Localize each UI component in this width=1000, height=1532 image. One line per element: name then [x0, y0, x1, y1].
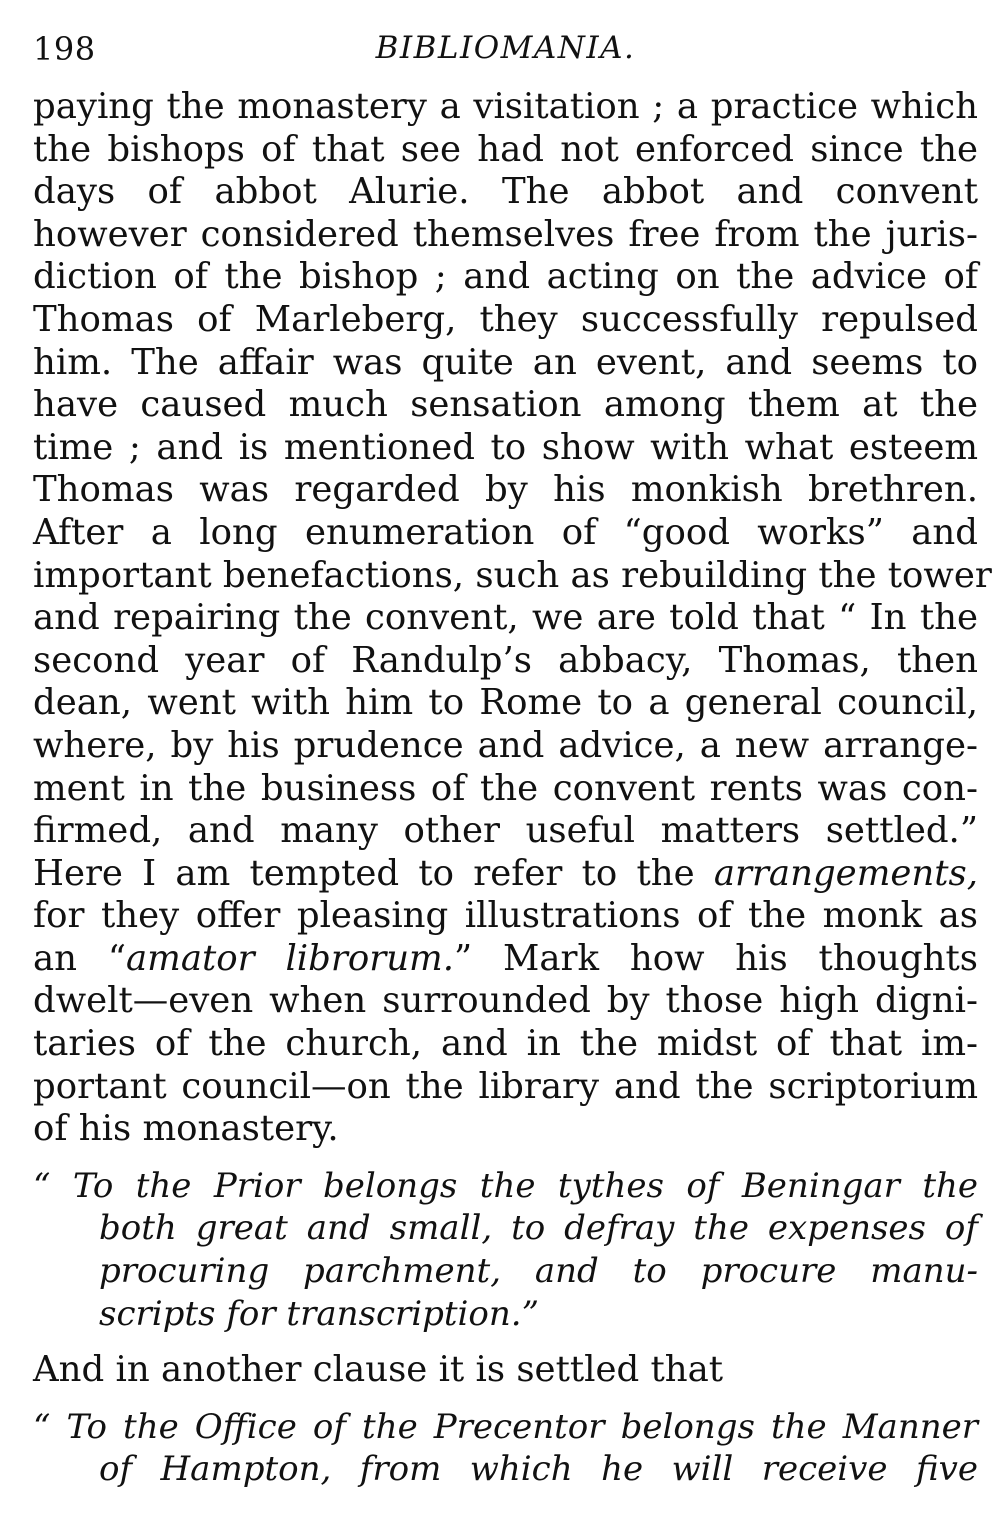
text-line: And in another clause it is settled that [33, 1349, 724, 1391]
text-line: taries of the church, and in the midst of that im- [33, 1023, 978, 1065]
quote-line: “ To the Office of the Precentor belongs the Manner [33, 1406, 978, 1447]
text-line: and repairing the convent, we are told that “ In the [33, 597, 978, 639]
italic-word-arrangements: arrangements, [713, 852, 978, 894]
text-line: time ; and is mentioned to show with what esteem [33, 426, 978, 468]
quote-line: scripts for transcription.” [99, 1293, 539, 1334]
text-line: ment in the business of the convent rents was con- [33, 767, 978, 809]
page-header [33, 30, 978, 86]
text-line: portant council—on the library and the scriptorium [33, 1065, 978, 1107]
text-line: the bishops of that see had not enforced since the [33, 128, 978, 170]
text-line: important benefactions, such as rebuilding the tower [33, 554, 992, 596]
quote-line: procuring parchment, and to procure manu- [99, 1251, 978, 1292]
quote-line: of Hampton, from which he will receive five [99, 1449, 978, 1490]
text-line: second year of Randulp’s abbacy, Thomas, then [33, 639, 978, 681]
page-number: 198 [33, 30, 96, 68]
text-line: Thomas of Marleberg, they successfully repulsed [33, 298, 978, 340]
text-line: firmed, and many other useful matters settled.” [33, 810, 978, 852]
quote-line: “ To the Prior belongs the tythes of Beningar the [33, 1165, 978, 1206]
text-line: him. The affair was quite an event, and seems to [33, 341, 978, 383]
quotation-prior [33, 1165, 978, 1335]
text-line: dwelt—even when surrounded by those high digni- [33, 980, 978, 1022]
text-line [33, 938, 978, 981]
text-line: diction of the bishop ; and acting on the advice of [33, 256, 978, 298]
text-line: After a long enumeration of “good works” and [33, 511, 978, 553]
text-line: have caused much sensation among them at the [33, 384, 978, 426]
main-text [33, 86, 992, 1491]
text-fragment: an “ [33, 937, 127, 979]
text-fragment: Here I am tempted to refer to the [33, 852, 714, 894]
text-fragment: ” Mark how his thoughts [454, 937, 978, 979]
paragraph-another-clause [33, 1349, 978, 1392]
quotation-precentor [33, 1406, 978, 1491]
text-line: paying the monastery a visitation ; a practice which [33, 86, 978, 127]
text-line: Thomas was regarded by his monkish brethren. [33, 469, 978, 511]
text-line: for they offer pleasing illustrations of the monk as [33, 895, 978, 937]
quote-line: both great and small, to defray the expenses of [99, 1208, 978, 1249]
text-line: where, by his prudence and advice, a new arrange- [33, 724, 978, 766]
text-line [33, 853, 978, 896]
italic-phrase-amator-librorum: amator librorum. [126, 937, 455, 979]
text-line: of his monastery. [33, 1108, 339, 1150]
text-line: days of abbot Alurie. The abbot and convent [33, 171, 978, 213]
text-line: dean, went with him to Rome to a general council, [33, 682, 978, 724]
text-line: however considered themselves free from the juris- [33, 213, 978, 255]
running-title: BIBLIOMANIA. [375, 30, 636, 66]
